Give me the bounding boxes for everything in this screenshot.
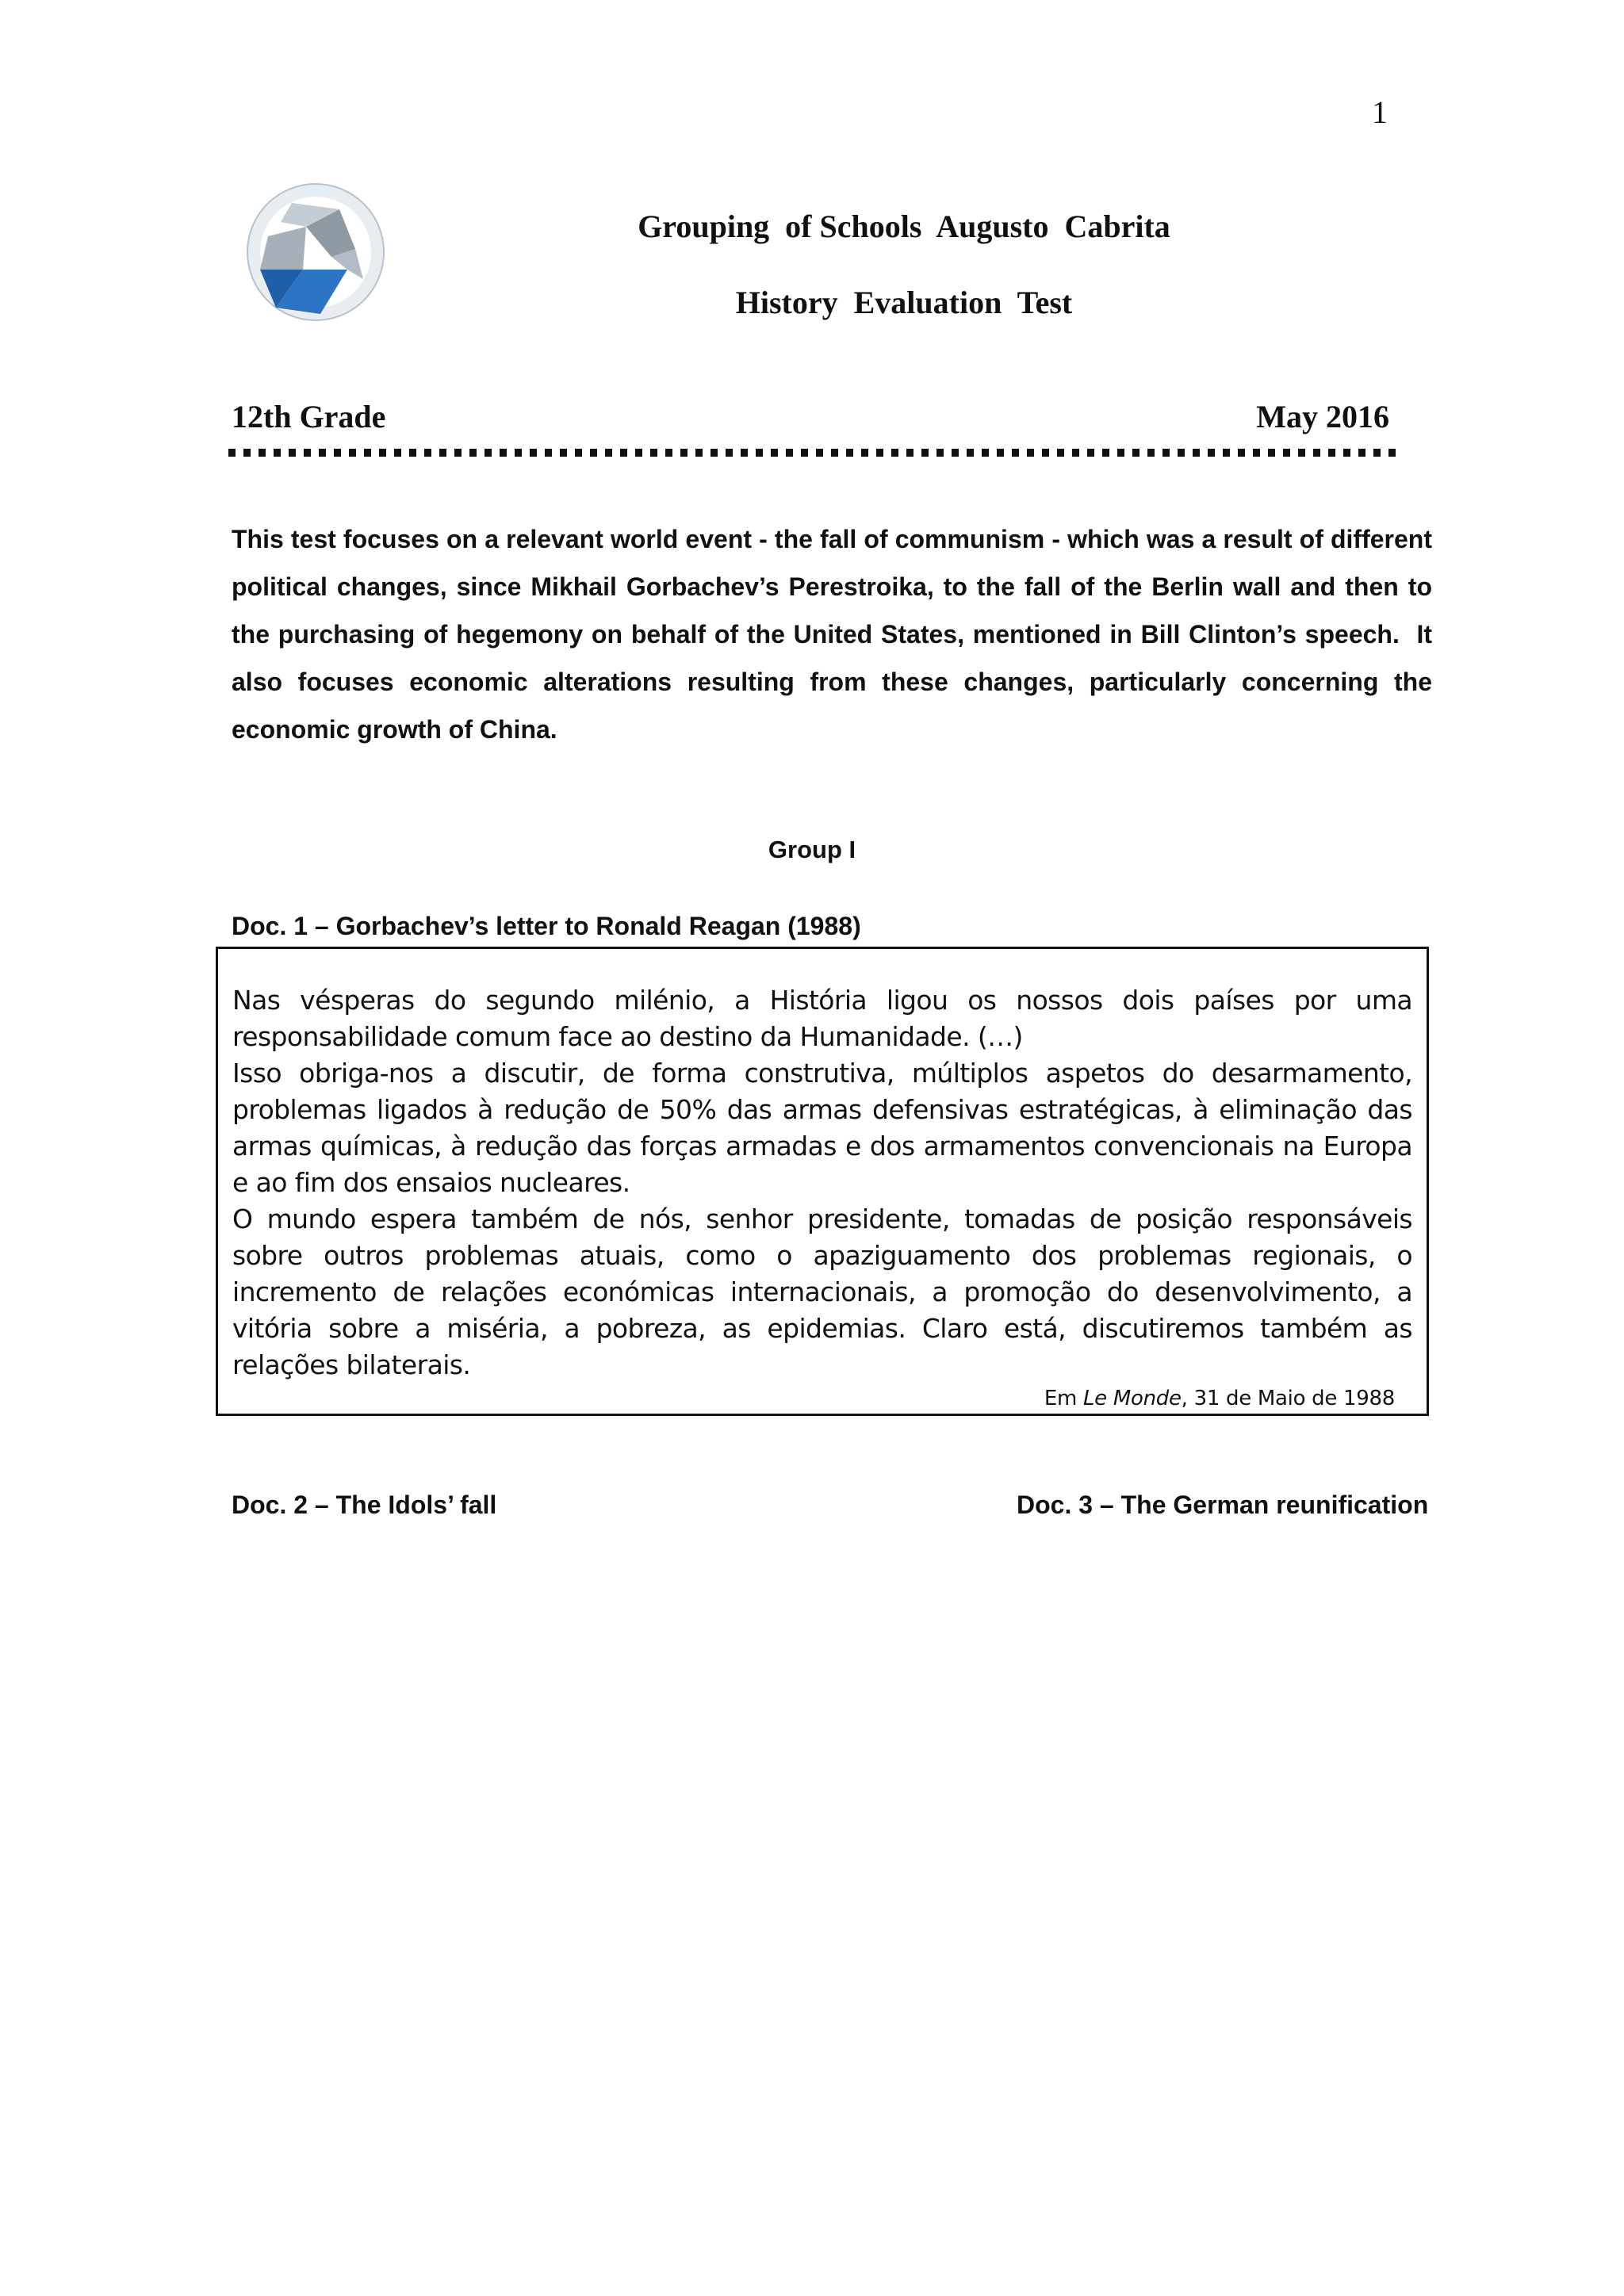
page-number: 1 bbox=[1372, 94, 1388, 130]
doc1-source bbox=[232, 1387, 1395, 1410]
group-title: Group I bbox=[768, 836, 856, 863]
dotted-divider bbox=[228, 449, 1399, 457]
school-name: Grouping of Schools Augusto Cabrita bbox=[638, 209, 1170, 244]
doc3-title: Doc. 3 – The German reunification bbox=[1017, 1490, 1429, 1519]
doc1-source-date: , 31 de Maio de 1988 bbox=[1181, 1387, 1395, 1410]
intro-paragraph: This test focuses on a relevant world event - the fall of communism - which was a result of different political changes, since Mikhail Gorbachev’s Perestroika, to the fall of the Berlin wall and then to the purchasing of hegemony on behalf of the United States, mentioned in Bill Clinton’s speech. It also focuses economic alterations resulting from these changes, particularly concerning the economic growth of China. bbox=[232, 525, 1439, 744]
doc1-title: Doc. 1 – Gorbachev’s letter to Ronald Reagan (1988) bbox=[232, 912, 861, 940]
doc1-paragraph: O mundo espera também de nós, senhor presidente, tomadas de posição responsáveis sobre outros problemas atuais, como o apaziguamento dos problemas regionais, o incremento de relações económicas internacionais, a promoção do desenvolvimento, a vitória sobre a miséria, a pobreza, as epidemias. Claro está, discutiremos também as relações bilaterais. bbox=[232, 1203, 1412, 1380]
doc1-quote-box bbox=[216, 947, 1429, 1416]
doc2-title: Doc. 2 – The Idols’ fall bbox=[232, 1490, 497, 1519]
test-title: History Evaluation Test bbox=[735, 285, 1073, 320]
doc1-source-prefix: Em bbox=[1044, 1387, 1083, 1410]
grade-label: 12th Grade bbox=[232, 399, 386, 434]
test-date: May 2016 bbox=[1256, 399, 1389, 434]
doc1-paragraph: Nas vésperas do segundo milénio, a História ligou os nossos dois países por uma responsabilidade comum face ao destino da Humanidade. (…) bbox=[232, 985, 1412, 1052]
doc1-paragraph: Isso obriga-nos a discutir, de forma construtiva, múltiplos aspetos do desarmamento, problemas ligados à redução de 50% das armas defensivas estratégicas, à eliminação das armas químicas, à redução das forças armadas e dos armamentos convencionais na Europa e ao fim dos ensaios nucleares. bbox=[232, 1058, 1412, 1198]
school-logo bbox=[244, 181, 387, 323]
doc1-source-publication: Le Monde bbox=[1082, 1387, 1182, 1410]
